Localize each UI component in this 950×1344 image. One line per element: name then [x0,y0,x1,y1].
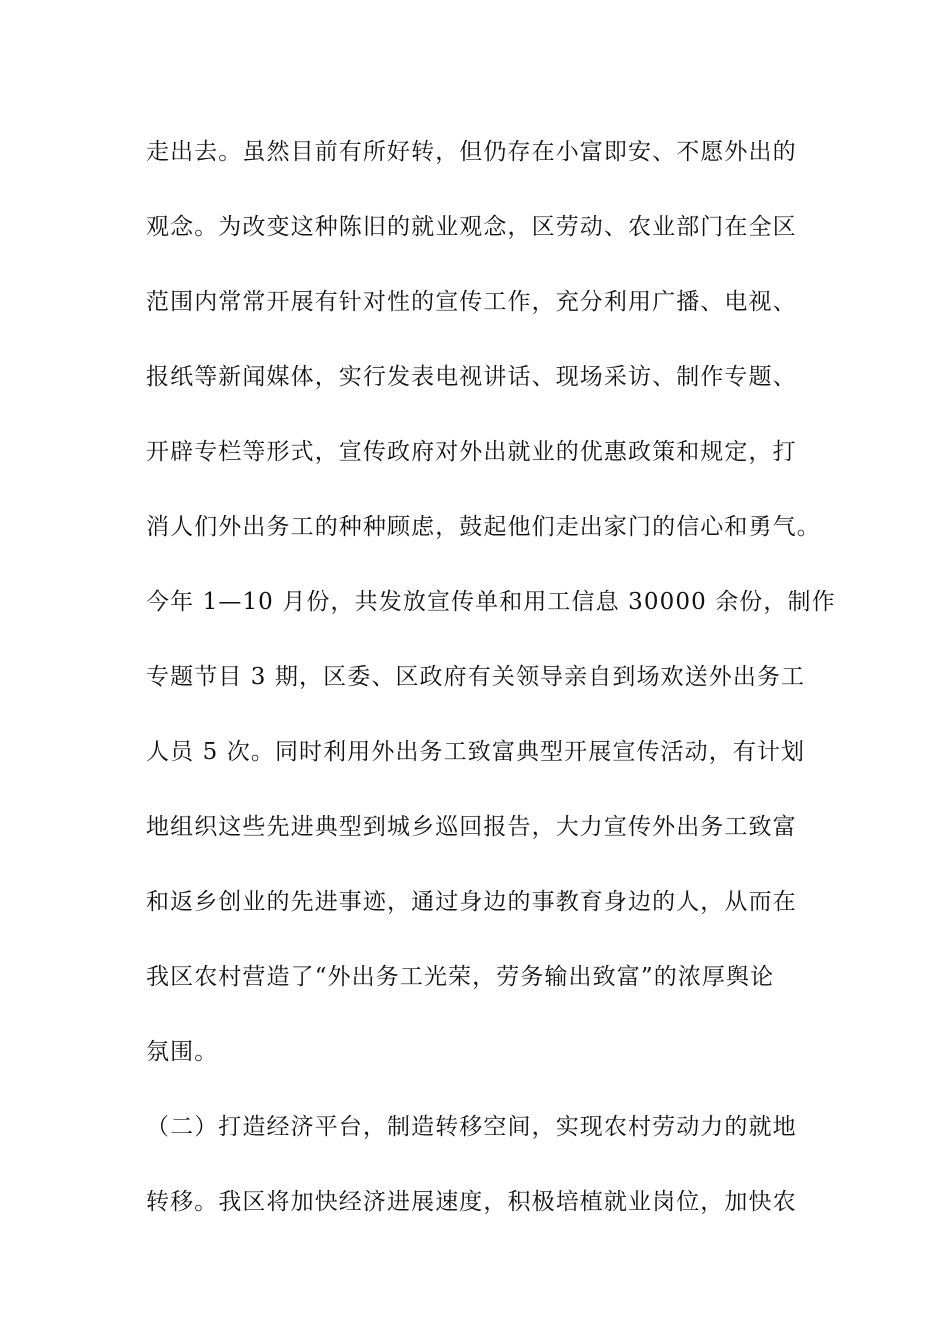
text-line: 氛围。 [146,1039,219,1065]
text-line: 人员 5 次。同时利用外出务工致富典型开展宣传活动，有计划 [146,739,806,765]
text-line: 开辟专栏等形式，宣传政府对外出就业的优惠政策和规定，打 [146,439,797,465]
text-line: 我区农村营造了“外出务工光荣，劳务输出致富”的浓厚舆论 [146,964,775,990]
section-heading-line: （二）打造经济平台，制造转移空间，实现农村劳动力的就地 [146,1114,797,1140]
text-line: 消人们外出务工的种种顾虑，鼓起他们走出家门的信心和勇气。 [146,514,821,540]
text-line: 观念。为改变这种陈旧的就业观念，区劳动、农业部门在全区 [146,214,797,240]
text-line: 转移。我区将加快经济进展速度，积极培植就业岗位，加快农 [146,1189,797,1215]
text-line: 走出去。虽然目前有所好转，但仍存在小富即安、不愿外出的 [146,139,797,165]
text-line: 今年 1—10 月份，共发放宣传单和用工信息 30000 余份，制作 [146,589,836,615]
text-line: 专题节目 3 期，区委、区政府有关领导亲自到场欢送外出务工 [146,664,806,690]
text-line: 报纸等新闻媒体，实行发表电视讲话、现场采访、制作专题、 [146,364,797,390]
text-line: 范围内常常开展有针对性的宣传工作，充分利用广播、电视、 [146,289,797,315]
text-line: 地组织这些先进典型到城乡巡回报告，大力宣传外出务工致富 [146,814,797,840]
text-line: 和返乡创业的先进事迹，通过身边的事教育身边的人，从而在 [146,889,797,915]
